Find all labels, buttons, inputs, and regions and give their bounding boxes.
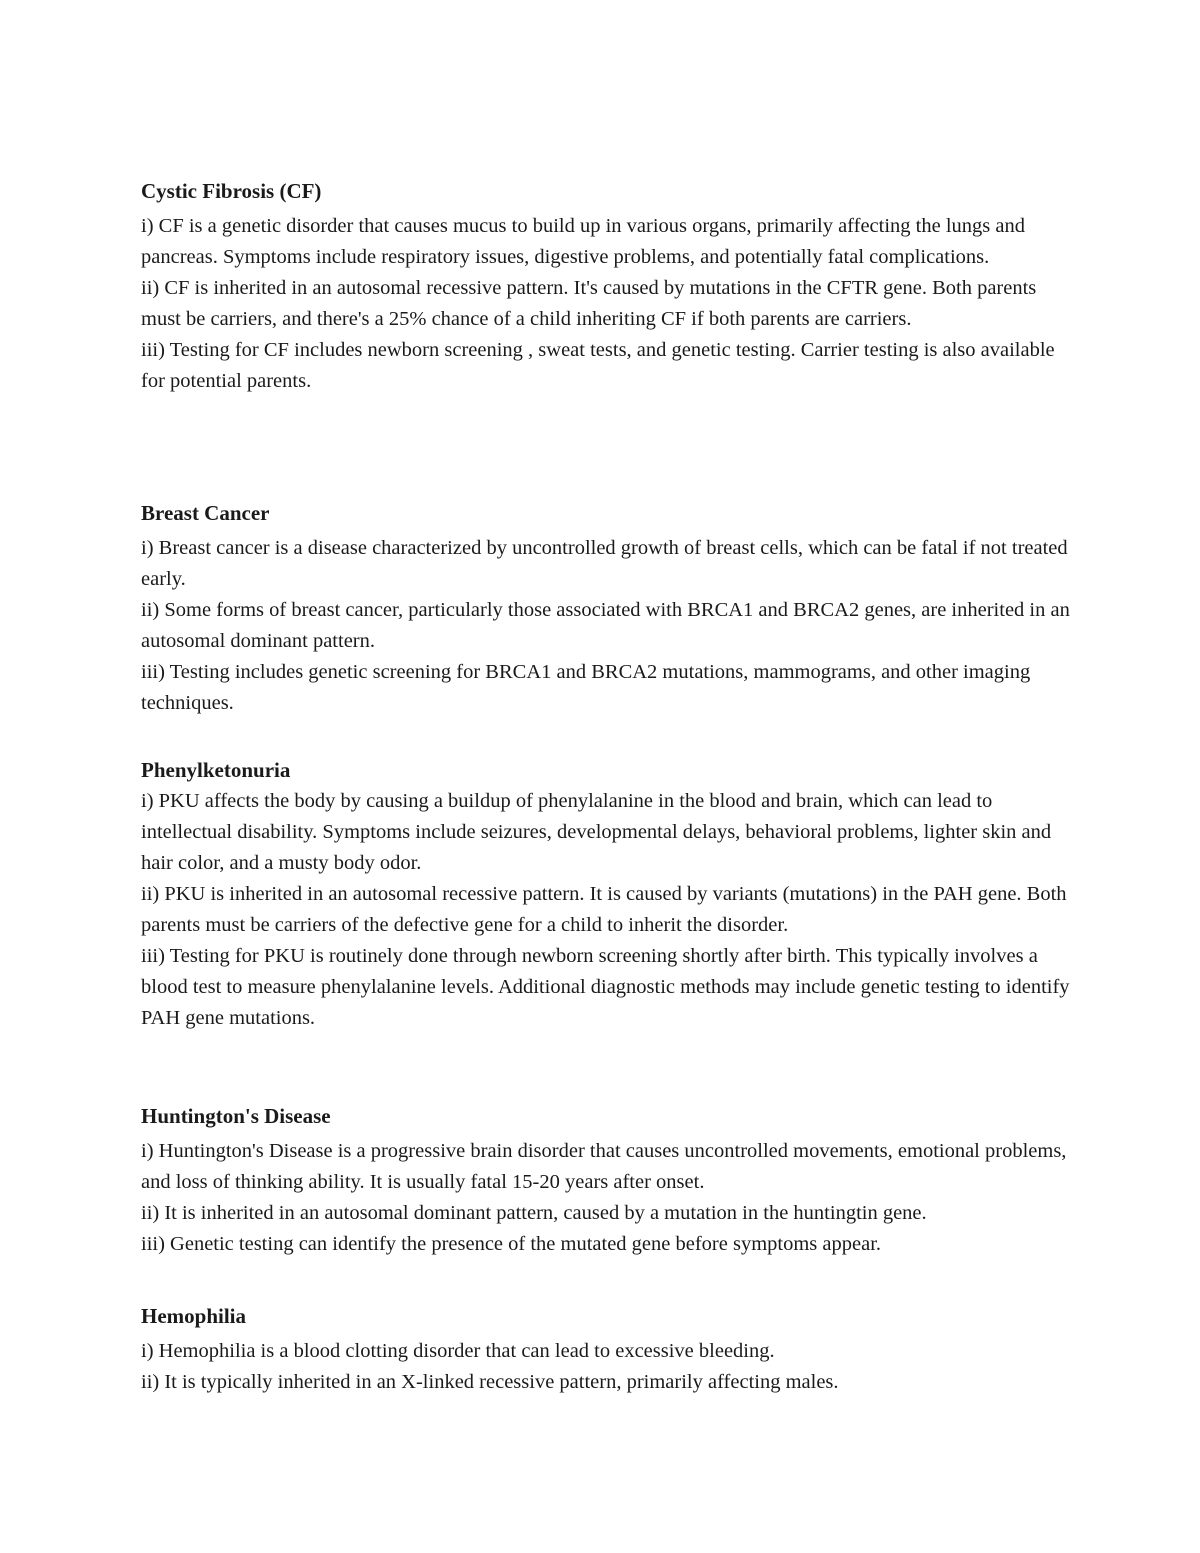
section-paragraph: i) CF is a genetic disorder that causes mucus to build up in various organs, primarily affecting the lungs and pancreas. Symptoms include respiratory issues, digestive problems, and potentially fatal complications.: [141, 215, 1025, 268]
section-heading: Phenylketonuria: [141, 758, 291, 782]
section-hemophilia: [141, 1301, 1071, 1398]
section-paragraph: i) Breast cancer is a disease characterized by uncontrolled growth of breast cells, which can be fatal if not treated early.: [141, 537, 1068, 590]
section-paragraph: iii) Genetic testing can identify the presence of the mutated gene before symptoms appear.: [141, 1233, 882, 1255]
section-paragraph: ii) PKU is inherited in an autosomal recessive pattern. It is caused by variants (mutations) in the PAH gene. Both parents must be carriers of the defective gene for a child to inherit the disorder.: [141, 883, 1067, 936]
section-heading: Huntington's Disease: [141, 1104, 331, 1128]
section-paragraph: iii) Testing for CF includes newborn screening , sweat tests, and genetic testing. Carrier testing is also available for potential parents.: [141, 339, 1055, 392]
section-paragraph: iii) Testing includes genetic screening for BRCA1 and BRCA2 mutations, mammograms, and other imaging techniques.: [141, 661, 1031, 714]
section-heading: Breast Cancer: [141, 501, 270, 525]
section-paragraph: iii) Testing for PKU is routinely done through newborn screening shortly after birth. This typically involves a blood test to measure phenylalanine levels. Additional diagnostic methods may include genetic testing to identify PAH gene mutations.: [141, 945, 1070, 1029]
section-paragraph: i) PKU affects the body by causing a buildup of phenylalanine in the blood and brain, which can lead to intellectual disability. Symptoms include seizures, developmental delays, behavioral problems, lighter skin and hair color, and a musty body odor.: [141, 790, 1052, 874]
section-paragraph: ii) It is inherited in an autosomal dominant pattern, caused by a mutation in the huntingtin gene.: [141, 1202, 927, 1224]
section-paragraph: ii) It is typically inherited in an X-linked recessive pattern, primarily affecting males.: [141, 1371, 839, 1393]
section-huntingtons-disease: [141, 1101, 1071, 1260]
section-heading: Cystic Fibrosis (CF): [141, 179, 322, 203]
section-cystic-fibrosis: [141, 176, 1071, 397]
section-breast-cancer: [141, 498, 1071, 719]
section-heading: Hemophilia: [141, 1304, 247, 1328]
section-paragraph: ii) CF is inherited in an autosomal recessive pattern. It's caused by mutations in the CFTR gene. Both parents must be carriers, and there's a 25% chance of a child inheriting CF if both parents are carriers.: [141, 277, 1037, 330]
section-paragraph: ii) Some forms of breast cancer, particularly those associated with BRCA1 and BRCA2 genes, are inherited in an autosomal dominant pattern.: [141, 599, 1070, 652]
section-paragraph: i) Huntington's Disease is a progressive brain disorder that causes uncontrolled movements, emotional problems, and loss of thinking ability. It is usually fatal 15-20 years after onset.: [141, 1140, 1067, 1193]
section-paragraph: i) Hemophilia is a blood clotting disorder that can lead to excessive bleeding.: [141, 1340, 775, 1362]
section-phenylketonuria: [141, 755, 1071, 1034]
